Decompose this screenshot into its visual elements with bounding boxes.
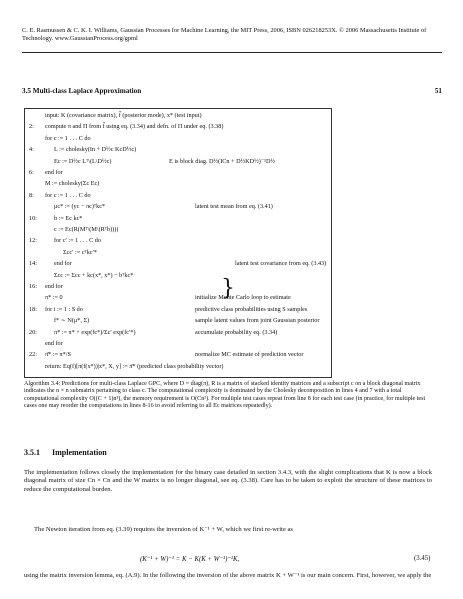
- line-text: Ec := D½c Lᵀ\(L\D½c): [54, 157, 112, 165]
- line-text: π* := π* + exp(fc*)/Σc′ exp(fc′*): [54, 328, 136, 336]
- line-number: 20:: [29, 328, 37, 336]
- line-number: 4:: [29, 146, 34, 154]
- paragraph: The implementation follows closely the implementation for the binary case detailed in section 3.4.3, with the slight complications that K is now a block diagonal matrix of size Cn × Cn and the W matrix is no longer diagonal, see eq. (3.38). Care has to be taken to exploit the structure of these matrices to reduce the computational burden.: [24, 469, 432, 493]
- line-text: c := Ec(R(Mᵀ\(M\(Rᵀb)))): [54, 226, 119, 233]
- line-number: 12:: [29, 237, 37, 245]
- paragraph: The Newton iteration from eq. (3.39) requires the inversion of K⁻¹ + W, which we first re-write as: [34, 526, 293, 533]
- line-comment: latent test covariance from eq. (3.43): [235, 260, 327, 268]
- line-comment: predictive class probabilities using S samples: [195, 305, 308, 313]
- copyright-notice: C. E. Rasmussen & C. K. I. Williams, Gaussian Processes for Machine Learning, the MIT Press, 2006, ISBN 026218253X. © 2006 Massachusetts Institute of Technology. www.GaussianProcess.org/gpml: [22, 27, 427, 42]
- line-comment: accumulate probability eq. (3.34): [195, 328, 278, 336]
- line-text: π* := 0: [45, 294, 63, 302]
- line-text: end for: [45, 169, 63, 176]
- line-text: compute π and Π from f̂ using eq. (3.34) and defn. of Π under eq. (3.38): [45, 123, 224, 131]
- line-comment: E is block diag. D½(ICn + D½KD½)⁻¹D½: [169, 157, 276, 165]
- running-header: [22, 87, 442, 95]
- line-comment: initialize Monte Carlo loop to estimate: [195, 294, 291, 302]
- line-text: Σcc′ := cᵀkc′*: [63, 248, 98, 256]
- line-number: 2:: [29, 123, 34, 131]
- line-comment: latent test mean from eq. (3.41): [195, 203, 273, 211]
- line-number: 18:: [29, 305, 37, 313]
- equation: (K⁻¹ + W)⁻¹ = K − K(K + W⁻¹)⁻¹K,: [140, 556, 240, 563]
- paragraph: using the matrix inversion lemma, eq. (A.9). In the following the inversion of the above matrix K + W⁻¹ is our main concern. First, however, we apply the: [24, 572, 432, 579]
- line-text: μc* := (yc − πc)ᵀkc*: [54, 203, 106, 211]
- line-text: Σcc := Σcc + kc(x*, x*) − bᵀkc*: [54, 271, 134, 279]
- line-text: for c := 1 . . . C do: [45, 134, 91, 142]
- section-number: 3.5.1: [24, 448, 40, 457]
- equation-number: (3.45): [414, 555, 431, 562]
- section-heading: [24, 448, 107, 457]
- line-text: for i := 1 : S do: [45, 305, 83, 313]
- line-text: M := cholesky(Σc Ec): [45, 180, 100, 188]
- line-text: f* ∼ N(μ*, Σ): [54, 317, 90, 325]
- line-number: 22:: [29, 351, 37, 359]
- line-text: input: K (covariance matrix), f̂ (posterior mode), x* (test input): [45, 112, 202, 119]
- line-comment: sample latent values from joint Gaussian posterior: [195, 317, 320, 325]
- line-text: L := cholesky(In + D½c KcD½c): [54, 146, 137, 154]
- line-text: b := Ec kc*: [54, 214, 83, 222]
- line-text: end for: [45, 340, 63, 347]
- line-text: end for: [54, 260, 72, 268]
- line-text: return: Eq(f)[π(f(x*))|x*, X, y] := π̄* (predicted class probability vector): [45, 362, 224, 370]
- line-text: π̄* := π*/S: [45, 351, 71, 359]
- line-number: 16:: [29, 283, 37, 290]
- line-text: for c′ := 1 . . . C do: [54, 237, 101, 245]
- algorithm-box: [24, 108, 332, 378]
- section-header: 3.5 Multi-class Laplace Approximation: [22, 87, 142, 95]
- line-number: 10:: [29, 214, 37, 222]
- line-number: 6:: [29, 169, 34, 176]
- top-rule: [22, 52, 442, 53]
- line-number: 8:: [29, 191, 34, 199]
- line-text: for c := 1 . . . C do: [45, 191, 91, 199]
- algorithm-caption: Algorithm 3.4: Predictions for multi-class Laplace GPC, where D = diag(π), R is a matrix of stacked identity matrices and a subscript c on a block diagonal matrix indicates the n × n submatrix pertaining to class c. The computational complexity is dominated by the Cholesky decomposition in lines 4 and 7 with a total computational complexity O((C + 1)n³), the memory requirement is O(Cn²). For multiple test cases repeat from line 8 for each test case (in practice, for multiple test cases one may reorder the computations in lines 8-16 to avoid referring to all Ec matrices repeatedly).: [24, 381, 426, 410]
- brace: }: [221, 276, 235, 301]
- line-text: end for: [45, 283, 63, 290]
- section-title: Implementation: [52, 448, 107, 457]
- line-number: 14:: [29, 260, 37, 268]
- line-comment: normalize MC estimate of prediction vector: [195, 351, 304, 359]
- page-number: 51: [434, 87, 442, 95]
